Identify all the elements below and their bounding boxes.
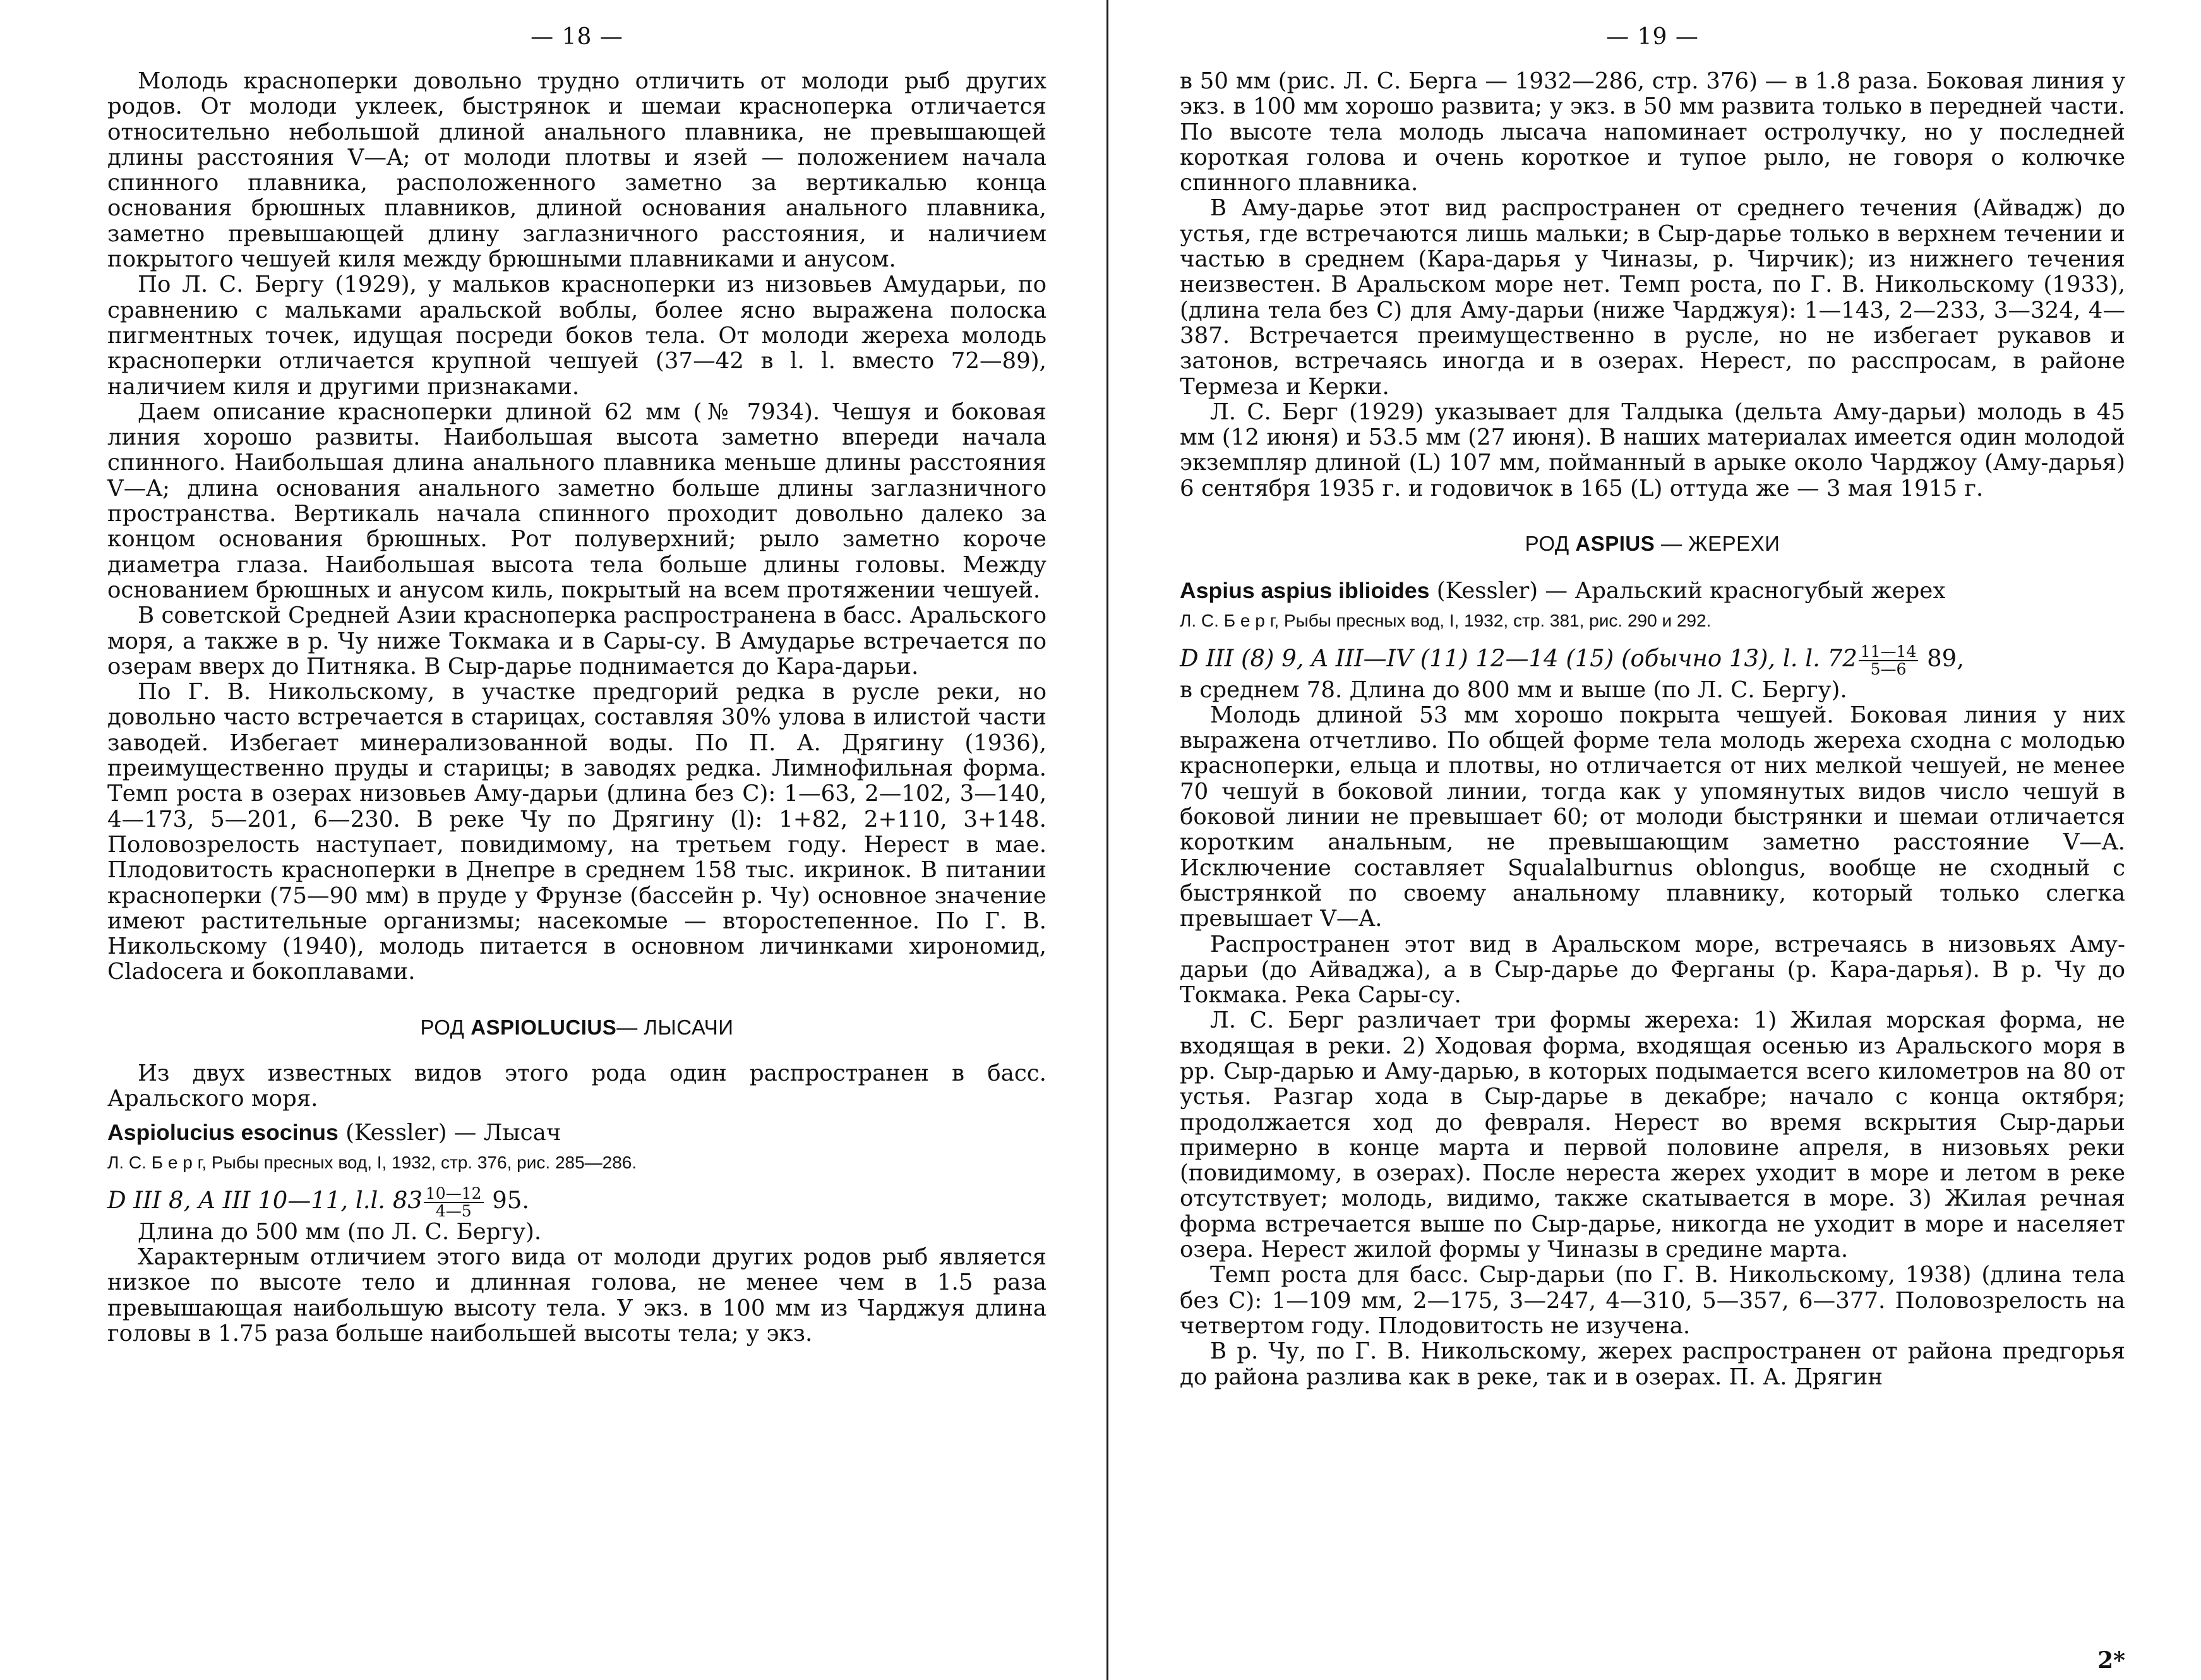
genus-common-name: — ЖЕРЕХИ xyxy=(1660,532,1780,556)
genus-heading xyxy=(107,1016,1047,1040)
paragraph: По Л. С. Бергу (1929), у мальков красноперки из низовьев Амударьи, по сравнению с мальками аральской воблы, более ясно выражена полоска пигментных точек, идущая посреди боков тела. От молоди жереха молодь красноперки отличается крупной чешуей (37—42 в l. l. вместо 72—89), наличием киля и другими признаками. xyxy=(107,272,1047,400)
paragraph: По Г. В. Никольскому, в участке предгорий редка в русле реки, но довольно часто встречается в старицах, составляя 30% улова в илистой части заводей. Избегает минерализованной воды. По П. А. Дрягину (1936), преимущественно пруды и старицы; в заводях редка. Лимнофильная форма. Темп роста в озерах низовьев Аму-дарьи (длина без C): 1—63, 2—102, 3—140, 4—173, 5—201, 6—230. В реке Чу по Дрягину (l): 1+82, 2+110, 3+148. Половозрелость наступает, повидимому, на третьем году. Нерест в мае. Плодовитость красноперки в Днепре в среднем 158 тыс. икринок. В питании красноперки (75—90 мм) в пруде у Фрунзе (бассейн р. Чу) основное значение имеют растительные организмы; насекомые — второстепенное. По Г. В. Никольскому (1940), молодь питается в основном личинками хирономид, Cladocera и бокоплавами. xyxy=(107,679,1047,985)
genus-heading xyxy=(1180,532,2125,556)
meristic-formula xyxy=(1180,642,2125,678)
page-number: — 18 — xyxy=(531,24,623,50)
intro-paragraph: Из двух известных видов этого рода один распространен в басс. Аральского моря. xyxy=(107,1060,1047,1112)
page-gutter xyxy=(1106,0,1108,1680)
species-heading xyxy=(1180,577,2125,604)
formula-prefix: D III (8) 9, A III—IV (11) 12—14 (15) (обычно 13), l. l. 72 xyxy=(1180,645,1857,673)
genus-common-name: — ЛЫСАЧИ xyxy=(616,1015,734,1039)
genus-prefix: РОД xyxy=(420,1015,465,1039)
continuation-paragraph: в 50 мм (рис. Л. С. Берга — 1932—286, стр. 376) — в 1.8 раза. Боковая линия у экз. в 100 мм хорошо развита; у экз. в 50 мм развита только в передней части. По высоте тела молодь лысача напоминает остролучку, но у последней короткая голова и очень короткое и тупое рыло, не говоря о колючке спинного плавника. xyxy=(1180,68,2125,196)
reference: Л. С. Б е р г, Рыбы пресных вод, I, 1932, стр. 376, рис. 285—286. xyxy=(107,1153,637,1173)
species-author: (Kessler) — Лысач xyxy=(345,1120,561,1146)
page-number: — 19 — xyxy=(1606,24,1699,50)
paragraph: Даем описание красноперки длиной 62 мм (№ 7934). Чешуя и боковая линия хорошо развиты. Наибольшая высота заметно впереди начала спинного. Наибольшая длина анального плавника меньше длины расстояния V—A; длина основания анального заметно больше длины заглазничного пространства. Вертикаль начала спинного проходит довольно далеко за концом основания брюшных. Рот полуверхний; рыло заметно короче диаметра глаза. Наибольшая высота тела больше длины головы. Между основанием брюшных и анусом киль, покрытый на всем протяжении чешуей. xyxy=(107,399,1047,603)
paragraph: Молодь длиной 53 мм хорошо покрыта чешуей. Боковая линия у них выражена отчетливо. По общей форме тела молодь жереха сходна с молодью красноперки, ельца и плотвы, но отличается от них мелкой чешуей, не менее 70 чешуй в боковой линии, тогда как у упомянутых видов число чешуй в боковой линии не превышает 60; от молоди быстрянки и шемаи отличается коротким анальным, не превышающим заметно расстояние V—A. Исключение составляет Squalalburnus oblongus, вообще не сходный с быстрянкой по своему анальному плавнику, который только слегка превышает V—A. xyxy=(1180,702,2125,932)
paragraph: В р. Чу, по Г. В. Никольскому, жерех распространен от района предгорья до района разлива как в реке, так и в озерах. П. А. Дрягин xyxy=(1180,1338,2125,1390)
paragraph: В советской Средней Азии красноперка распространена в басс. Аральского моря, а также в р. Чу ниже Токмака и в Сары-су. В Амударье встречается по озерам вверх до Питняка. В Сыр-дарье поднимается до Кара-дарьи. xyxy=(107,603,1047,680)
species-name: Aspiolucius esocinus xyxy=(107,1120,339,1146)
paragraph: Л. С. Берг (1929) указывает для Талдыка (дельта Аму-дарьи) молодь в 45 мм (12 июня) и 53.5 мм (27 июня). В наших материалах имеется один молодой экземпляр длиной (L) 107 мм, пойманный в арыке около Чарджоу (Аму-дарья) 6 сентября 1935 г. и годовичок в 165 (L) оттуда же — 3 мая 1915 г. xyxy=(1180,399,2125,501)
genus-name: ASPIUS xyxy=(1575,532,1655,556)
formula-fraction xyxy=(424,1185,484,1220)
fraction-numerator: 11—14 xyxy=(1859,644,1919,661)
paragraph: Распространен этот вид в Аральском море, встречаясь в низовьях Аму-дарьи (до Айваджа), а в Сыр-дарье до Ферганы (р. Кара-дарья). В р. Чу до Токмака. Река Сары-су. xyxy=(1180,931,2125,1009)
formula-continuation: в среднем 78. Длина до 800 мм и выше (по Л. С. Бергу). xyxy=(1180,676,1847,703)
genus-name: ASPIOLUCIUS xyxy=(471,1015,617,1039)
paragraph: Темп роста для басс. Сыр-дарьи (по Г. В. Никольскому, 1938) (длина тела без C): 1—109 мм, 2—175, 3—247, 4—310, 5—357, 6—377. Половозрелость на четвертом году. Плодовитость не изучена. xyxy=(1180,1262,2125,1339)
right-page xyxy=(1112,0,2201,1680)
paragraph: В Аму-дарье этот вид распространен от среднего течения (Айвадж) до устья, где встречаются лишь мальки; в Сыр-дарье только в верхнем течении и частью в среднем (Кара-дарья у Чиназы, р. Чирчик); из нижнего течения неизвестен. В Аральском море нет. Темп роста, по Г. В. Никольскому (1933), (длина тела без C) для Аму-дарьи (ниже Чарджуя): 1—143, 2—233, 3—324, 4—387. Встречается преимущественно в русле, но не избегает рукавов и затонов, встречаясь иногда и в озерах. Нерест, по расспросам, в районе Термеза и Керки. xyxy=(1180,195,2125,400)
fraction-denominator: 5—6 xyxy=(1870,659,1907,678)
formula-prefix: D III 8, A III 10—11, l.l. 83 xyxy=(107,1187,423,1215)
formula-suffix: 95. xyxy=(484,1187,530,1215)
signature-mark: 2* xyxy=(2097,1647,2125,1674)
paragraph: Л. С. Берг различает три формы жереха: 1) Жилая морская форма, не входящая в реки. 2) Ходовая форма, входящая осенью из Аральского моря в рр. Сыр-дарью и Аму-дарью, в которых подымается всего километров на 80 от устья. Разгар хода в Сыр-дарье в декабре; начало с конца октября; продолжается ход до февраля. Нерест во время вскрытия Сыр-дарьи примерно в конце марта и первой половине апреля, в низовьях реки (повидимому, в озерах). После нереста жерех уходит в море и летом в реке отсутствует; молодь, видимо, также скатывается в море. 3) Жилая речная форма встречается выше по Сыр-дарье, никогда не уходит в море и населяет озера. Нерест жилой формы у Чиназы в средине марта. xyxy=(1180,1007,2125,1263)
species-author: (Kessler) — Аральский красногубый жерех xyxy=(1436,578,1946,604)
fraction-numerator: 10—12 xyxy=(424,1185,484,1203)
paragraph: Молодь красноперки довольно трудно отличить от молоди рыб других родов. От молоди уклеек, быстрянок и шемаи красноперка отличается относительно небольшой длиной анального плавника, не превышающей длины расстояния V—A; от молоди плотвы и язей — положением начала спинного плавника, расположенного заметно за вертикалью конца основания брюшных плавников, длиной основания анального плавника, заметно превышающей длину заглазничного расстояния, и наличием покрытого чешуей киля между брюшными плавниками и анусом. xyxy=(107,68,1047,273)
species-heading xyxy=(107,1119,1047,1146)
paragraph: Характерным отличием этого вида от молоди других родов рыб является низкое по высоте тело и длинная голова, не менее чем в 1.5 раза превышающая наибольшую высоту тела. У экз. в 100 мм из Чарджуя длина головы в 1.75 раза больше наибольшей высоты тела; у экз. xyxy=(107,1244,1047,1347)
meristic-formula xyxy=(107,1184,1047,1220)
species-name: Aspius aspius iblioides xyxy=(1180,578,1430,604)
genus-prefix: РОД xyxy=(1525,532,1569,556)
formula-suffix: 89, xyxy=(1919,645,1964,673)
fraction-denominator: 4—5 xyxy=(435,1201,472,1220)
paragraph: Длина до 500 мм (по Л. С. Бергу). xyxy=(138,1218,542,1245)
reference: Л. С. Б е р г, Рыбы пресных вод, I, 1932, стр. 381, рис. 290 и 292. xyxy=(1180,611,1712,631)
formula-fraction xyxy=(1859,644,1919,678)
